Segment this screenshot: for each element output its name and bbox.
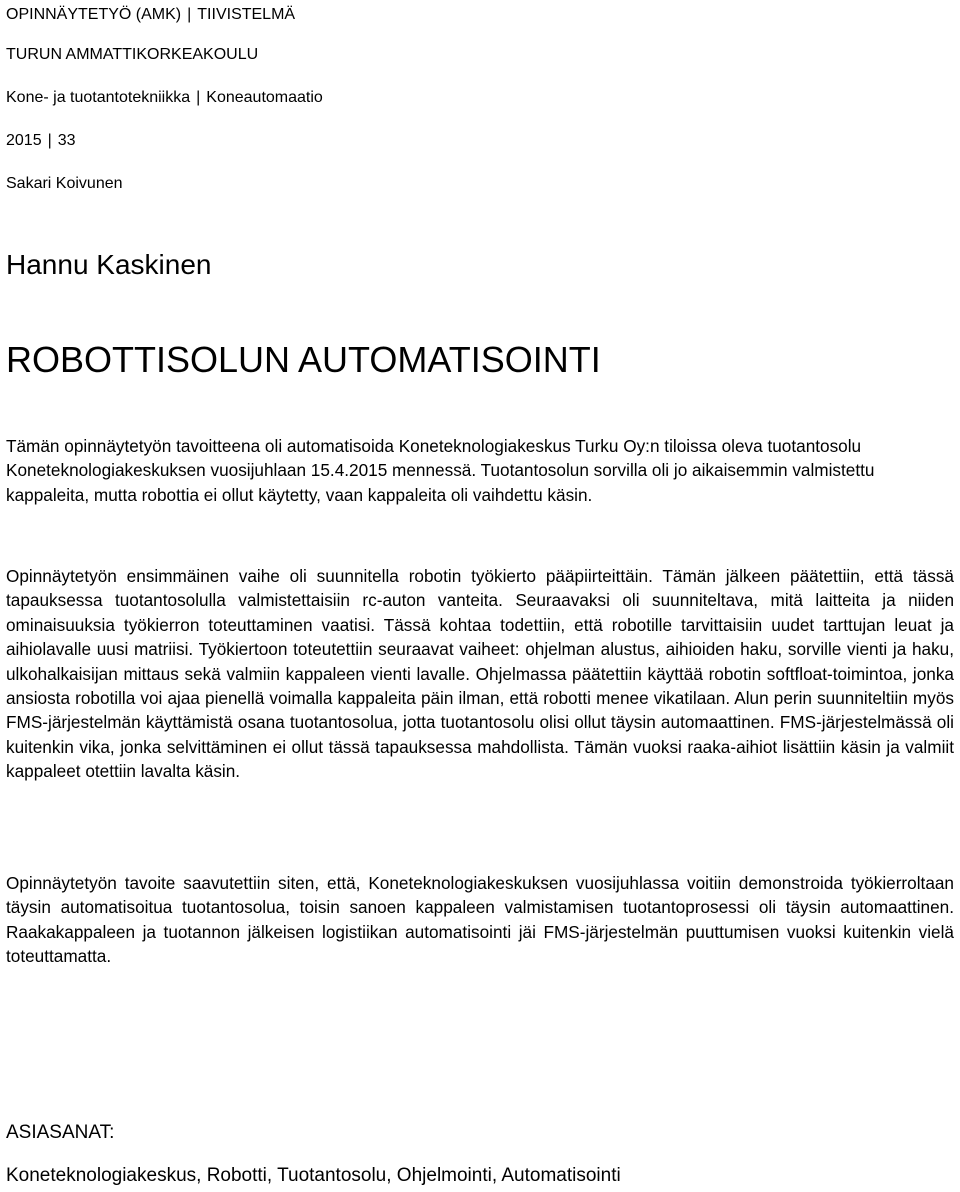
separator: | <box>196 89 201 106</box>
doc-section: TIIVISTELMÄ <box>197 6 296 23</box>
supervisor: Sakari Koivunen <box>6 175 123 192</box>
school-name: TURUN AMMATTIKORKEAKOULU <box>6 46 259 63</box>
thesis-title: ROBOTTISOLUN AUTOMATISOINTI <box>6 339 601 380</box>
abstract-paragraph-3: Opinnäytetyön tavoite saavutettiin siten, että, Koneteknologiakeskuksen vuosijuhlassa voitiin demonstroida työkierroltaan täysin automatisoitua tuotantosolua, toisin sanoen kappaleen valmistamisen tuotantoprosessi oli täysin automaattinen. Raakakappaleen ja tuotannon jälkeisen logistiikan automatisointi jäi FMS-järjestelmän puuttumisen vuoksi kuitenkin vielä toteuttamatta. <box>6 873 954 967</box>
page-count: 33 <box>57 132 76 149</box>
keywords-list: Koneteknologiakeskus, Robotti, Tuotantosolu, Ohjelmointi, Automatisointi <box>6 1165 621 1186</box>
abstract-page <box>6 0 954 1192</box>
doc-type: OPINNÄYTETYÖ (AMK) <box>6 6 182 23</box>
author-name: Hannu Kaskinen <box>6 249 212 280</box>
school-line <box>6 45 258 65</box>
separator: | <box>47 132 52 149</box>
degree-line <box>6 88 323 108</box>
abstract-paragraph-2: Opinnäytetyön ensimmäinen vaihe oli suunnitella robotin työkierto pääpiirteittäin. Tämän jälkeen päätettiin, että tässä tapauksessa tuotantosolulla valmistettaisiin rc-auton vanteita. Seuraavaksi oli suunniteltava, mitä laitteita ja niiden ominaisuuksia työkierron toteuttaminen vaatisi. Tässä kohtaa todettiin, että robotille tarvittaisiin uudet tarttujan leuat ja aihiolavalle uusi matriisi. Työkiertoon toteutettiin seuraavat vaiheet: ohjelman alustus, aihioiden haku, sorville vienti ja haku, ulkohalkaisijan mittaus sekä valmiin kappaleen vienti lavalle. Ohjelmassa päätettiin käyttää robotin softfloat-toimintoa, jonka ansiosta robotilla voi ajaa pienellä voimalla kappaleita päin ilman, että robotti menee vikatilaan. Alun perin suunniteltiin myös FMS-järjestelmän käyttämistä osana tuotantosolua, jotta tuotantosolu olisi ollut täysin automaattinen. FMS-järjestelmässä oli kuitenkin vika, jonka selvittäminen ei ollut tässä tapauksessa mahdollista. Tämän vuoksi raaka-aihiot lisättiin käsin ja valmiit kappaleet otettiin lavalta käsin. <box>6 566 954 782</box>
keywords-label: ASIASANAT: <box>6 1122 115 1143</box>
year: 2015 <box>6 132 42 149</box>
doc-type-line <box>6 5 295 25</box>
abstract-paragraph-1: Tämän opinnäytetyön tavoitteena oli automatisoida Koneteknologiakeskus Turku Oy:n tiloissa oleva tuotantosolu Koneteknologiakeskuksen vuosijuhlaan 15.4.2015 mennessä. Tuotantosolun sorvilla oli jo aikaisemmin valmistettu kappaleita, mutta robottia ei ollut käytetty, vaan kappaleita oli vaihdettu käsin. <box>6 436 875 505</box>
specialization: Koneautomaatio <box>206 89 323 106</box>
separator: | <box>187 6 192 23</box>
year-pages-line <box>6 131 76 151</box>
degree-programme: Kone- ja tuotantotekniikka <box>6 89 191 106</box>
supervisor-line <box>6 174 123 194</box>
